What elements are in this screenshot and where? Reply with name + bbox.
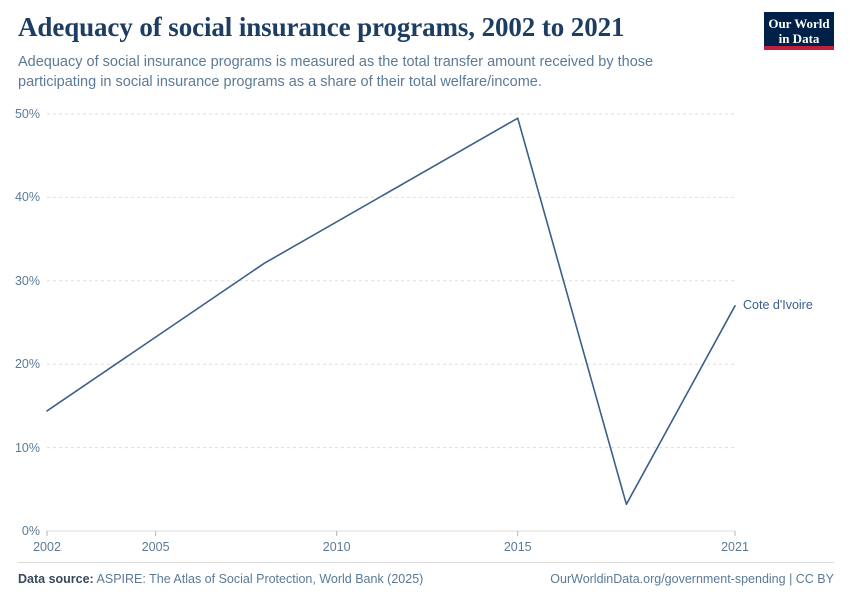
- axis-lines: [47, 531, 735, 536]
- y-axis-tick-label: 0%: [21, 524, 40, 538]
- footer-attribution[interactable]: OurWorldinData.org/government-spending | CC BY: [550, 572, 834, 586]
- chart-svg: [0, 100, 850, 545]
- y-axis-tick-label: 10%: [14, 440, 40, 455]
- gridlines: [47, 114, 735, 531]
- series-lines: [47, 118, 735, 504]
- y-axis-tick-label: 30%: [14, 273, 40, 288]
- x-axis-tick-label: 2002: [33, 540, 61, 554]
- logo-line-1: Our World: [768, 16, 830, 31]
- logo-line-2: in Data: [778, 31, 820, 46]
- data-source: [18, 572, 423, 586]
- series-label[interactable]: Cote d'Ivoire: [743, 297, 813, 312]
- x-axis-tick-label: 2015: [503, 540, 532, 554]
- data-source-label: Data source:: [18, 572, 94, 586]
- plot-area: [0, 100, 850, 554]
- chart-header: [18, 12, 758, 92]
- x-axis-tick-label: 2021: [721, 540, 749, 554]
- x-axis-tick-label: 2005: [141, 540, 170, 554]
- series-line[interactable]: [47, 118, 735, 504]
- our-world-in-data-logo[interactable]: [764, 12, 834, 50]
- chart-footer: [18, 562, 834, 586]
- x-axis-tick-label: 2010: [322, 540, 351, 554]
- y-axis-tick-label: 40%: [14, 190, 40, 205]
- y-axis-tick-label: 20%: [14, 357, 40, 372]
- chart-subtitle: Adequacy of social insurance programs is measured as the total transfer amount received by those participating in social insurance programs as a share of their total welfare/income.: [18, 54, 654, 91]
- page-title: Adequacy of social insurance programs, 2002 to 2021: [18, 12, 625, 42]
- y-axis-tick-label: 50%: [14, 107, 40, 121]
- data-source-text: ASPIRE: The Atlas of Social Protection, World Bank (2025): [96, 572, 424, 586]
